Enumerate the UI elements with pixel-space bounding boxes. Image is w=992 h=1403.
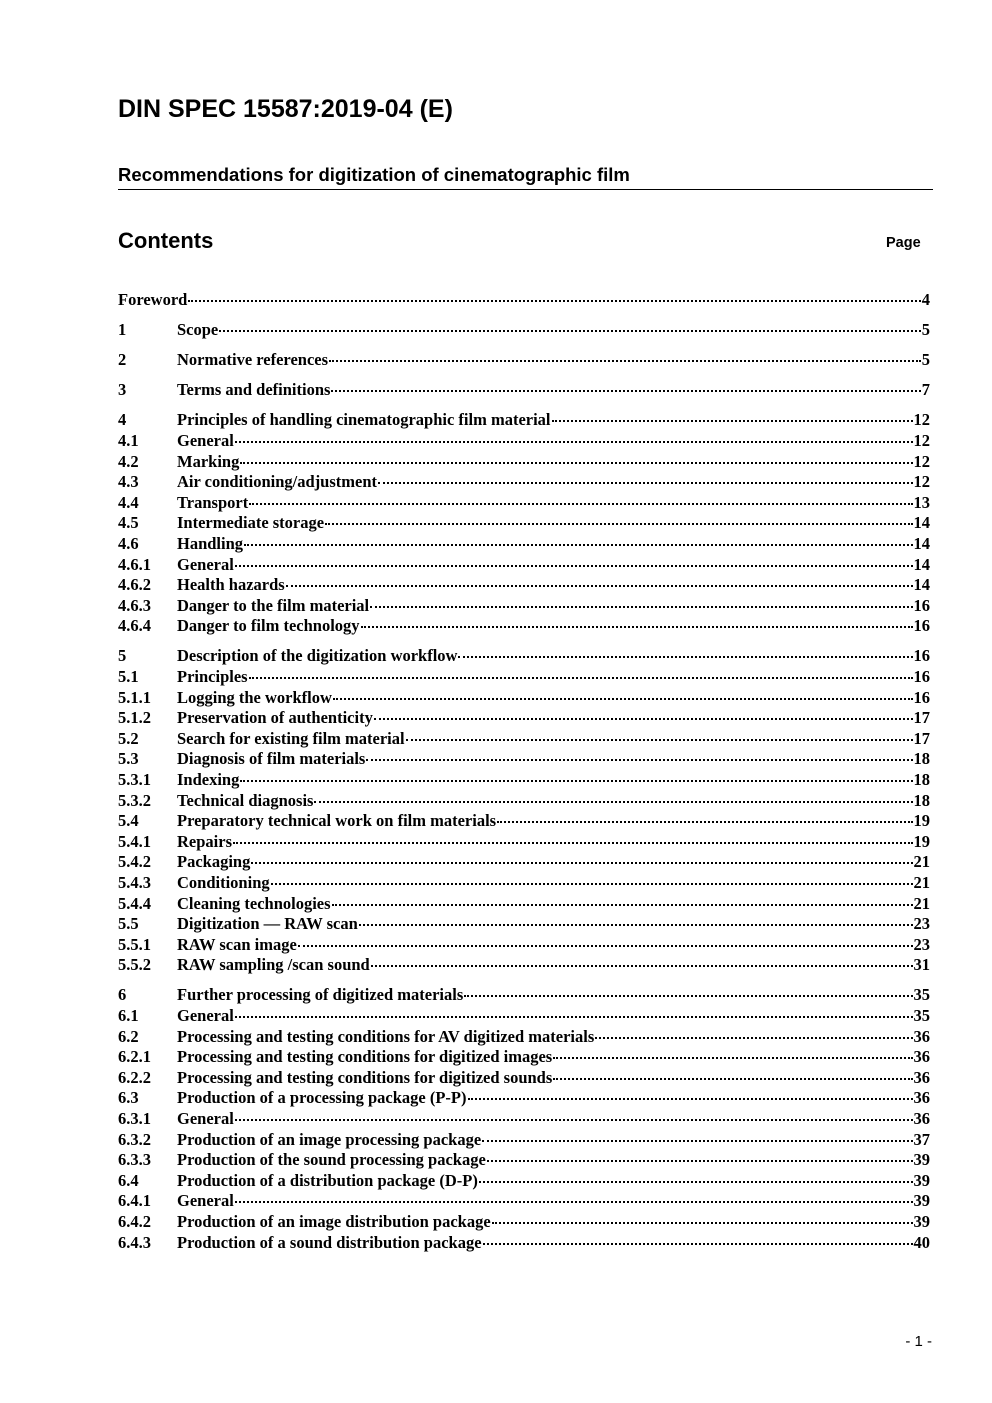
toc-entry-title: Processing and testing conditions for digitized images: [177, 1047, 553, 1067]
dot-leader: [219, 330, 921, 332]
toc-entry-page: 36: [913, 1047, 930, 1067]
toc-entry-number: 5: [118, 646, 127, 666]
toc-entry-title: Intermediate storage: [177, 513, 325, 533]
toc-entry-number: 2: [118, 350, 127, 370]
dot-leader: [553, 1078, 912, 1080]
dot-leader: [314, 801, 912, 803]
toc-entry-title: Further processing of digitized materials: [177, 985, 464, 1005]
toc-entry[interactable]: [118, 667, 930, 688]
toc-entry[interactable]: [118, 1047, 930, 1068]
dot-leader: [298, 945, 913, 947]
toc-entry-title: Marking: [177, 451, 240, 471]
toc-group: [118, 646, 930, 976]
toc-entry[interactable]: [118, 320, 930, 341]
toc-entry-page: 19: [913, 811, 930, 831]
dot-leader: [249, 677, 913, 679]
toc-entry[interactable]: [118, 1006, 930, 1027]
toc-entry[interactable]: [118, 1027, 930, 1048]
toc-entry[interactable]: [118, 1068, 930, 1089]
toc-entry-title: Description of the digitization workflow: [177, 646, 458, 666]
toc-entry[interactable]: [118, 431, 930, 452]
toc-entry-number: 6.2.2: [118, 1067, 151, 1087]
toc-entry[interactable]: [118, 1088, 930, 1109]
toc-entry[interactable]: [118, 472, 930, 493]
toc-entry-number: 4.2: [118, 451, 139, 471]
toc-entry-page: 36: [913, 1026, 930, 1046]
toc-entry-title: Principles of handling cinematographic film material: [177, 410, 551, 430]
dot-leader: [333, 698, 913, 700]
toc-entry-page: 40: [913, 1232, 930, 1252]
toc-entry-page: 14: [913, 513, 930, 533]
dot-leader: [374, 718, 913, 720]
toc-entry-page: 39: [913, 1191, 930, 1211]
toc-entry-page: 39: [913, 1170, 930, 1190]
dot-leader: [468, 1098, 913, 1100]
dot-leader: [552, 420, 913, 422]
toc-entry-title: Packaging: [177, 852, 251, 872]
toc-entry-title: RAW sampling /scan sound: [177, 955, 370, 975]
toc-entry-page: 16: [913, 595, 930, 615]
toc-entry-title: Foreword: [118, 290, 188, 309]
toc-entry[interactable]: [118, 688, 930, 709]
dot-leader: [188, 300, 920, 302]
toc-entry-number: 4.6.1: [118, 554, 151, 574]
toc-entry[interactable]: [118, 873, 930, 894]
toc-entry-title: Repairs: [177, 831, 232, 851]
toc-entry[interactable]: [118, 493, 930, 514]
toc-entry-title: General: [177, 1191, 234, 1211]
toc-entry[interactable]: [118, 555, 930, 576]
toc-entry-title: Production of the sound processing package: [177, 1150, 486, 1170]
toc-entry-page: 39: [913, 1211, 930, 1231]
toc-entry[interactable]: [118, 708, 930, 729]
dot-leader: [483, 1243, 913, 1245]
dot-leader: [271, 883, 913, 885]
toc-entry[interactable]: [118, 1130, 930, 1151]
toc-entry-page: 37: [913, 1129, 930, 1149]
toc-entry-page: 36: [913, 1088, 930, 1108]
toc-entry-number: 4.3: [118, 472, 139, 492]
toc-entry[interactable]: [118, 1150, 930, 1171]
dot-leader: [251, 862, 912, 864]
toc-entry-page: 19: [913, 831, 930, 851]
toc-entry-number: 6.4.2: [118, 1211, 151, 1231]
toc-entry-title: Production of a processing package (P-P): [177, 1088, 467, 1108]
toc-entry[interactable]: [118, 290, 930, 311]
toc-entry-number: 5.2: [118, 728, 139, 748]
toc-entry-number: 6.4: [118, 1170, 139, 1190]
toc-entry-number: 4.6.4: [118, 616, 151, 636]
toc-entry-number: 6.4.1: [118, 1191, 151, 1211]
toc-entry-number: 4.6: [118, 533, 139, 553]
toc-group: [118, 985, 930, 1253]
toc-entry-title: Terms and definitions: [177, 380, 331, 400]
toc-entry-number: 4.6.2: [118, 575, 151, 595]
toc-entry-title: General: [177, 1108, 234, 1128]
dot-leader: [240, 462, 912, 464]
toc-entry[interactable]: [118, 791, 930, 812]
dot-leader: [497, 821, 912, 823]
toc-entry-page: 17: [913, 708, 930, 728]
toc-group: [118, 410, 930, 637]
toc-entry[interactable]: [118, 596, 930, 617]
dot-leader: [361, 626, 913, 628]
toc-entry-number: 5.3.2: [118, 790, 151, 810]
toc-entry-title: Cleaning technologies: [177, 893, 331, 913]
toc-entry[interactable]: [118, 894, 930, 915]
toc-entry-title: Processing and testing conditions for AV digitized materials: [177, 1026, 595, 1046]
toc-entry-page: 18: [913, 790, 930, 810]
toc-group: [118, 350, 930, 371]
toc-entry-page: 35: [913, 985, 930, 1005]
toc-entry-title: Processing and testing conditions for digitized sounds: [177, 1067, 553, 1087]
toc-entry-title: Diagnosis of film materials: [177, 749, 366, 769]
toc-entry-title: Production of an image processing package: [177, 1129, 482, 1149]
toc-entry-number: 5.4.1: [118, 831, 151, 851]
toc-entry-page: 36: [913, 1067, 930, 1087]
dot-leader: [553, 1057, 912, 1059]
toc-entry-number: 5.1: [118, 667, 139, 686]
toc-entry[interactable]: [118, 1171, 930, 1192]
toc-entry[interactable]: [118, 985, 930, 1006]
toc-entry-number: 5.4.2: [118, 852, 151, 872]
toc-entry-title: Transport: [177, 492, 249, 512]
dot-leader: [235, 565, 913, 567]
toc-entry[interactable]: [118, 955, 930, 976]
toc-entry-title: General: [177, 554, 234, 574]
toc-entry-number: 4.1: [118, 430, 139, 450]
toc-entry-page: 18: [913, 769, 930, 789]
toc-entry-page: 21: [913, 872, 930, 892]
toc-entry-number: 5.4.4: [118, 893, 151, 913]
toc-entry[interactable]: [118, 410, 930, 431]
toc-entry[interactable]: [118, 513, 930, 534]
dot-leader: [249, 503, 912, 505]
toc-entry-page: 14: [913, 575, 930, 595]
toc-entry-number: 6: [118, 985, 127, 1005]
dot-leader: [329, 360, 921, 362]
toc-entry[interactable]: [118, 380, 930, 401]
dot-leader: [479, 1181, 913, 1183]
toc-entry[interactable]: [118, 1212, 930, 1233]
toc-entry-number: 6.1: [118, 1006, 139, 1025]
toc-entry-page: 7: [921, 380, 930, 400]
toc-entry-page: 31: [913, 955, 930, 975]
toc-entry-number: 6.3.1: [118, 1108, 151, 1128]
dot-leader: [331, 390, 920, 392]
toc-entry-title: Technical diagnosis: [177, 790, 314, 810]
dot-leader: [492, 1222, 913, 1224]
dot-leader: [359, 924, 913, 926]
toc-entry-title: Principles: [177, 667, 248, 686]
toc-entry-title: RAW scan image: [177, 934, 297, 954]
dot-leader: [464, 995, 912, 997]
toc-entry[interactable]: [118, 452, 930, 473]
toc-entry[interactable]: [118, 1109, 930, 1130]
dot-leader: [235, 1201, 913, 1203]
dot-leader: [366, 759, 912, 761]
toc-entry-page: 21: [913, 893, 930, 913]
toc-entry-page: 36: [913, 1108, 930, 1128]
toc-entry-page: 12: [913, 410, 930, 430]
toc-entry-page: 4: [921, 290, 930, 309]
dot-leader: [370, 606, 912, 608]
dot-leader: [595, 1037, 912, 1039]
toc-entry[interactable]: [118, 811, 930, 832]
toc-entry[interactable]: [118, 1191, 930, 1212]
toc-group: [118, 320, 930, 341]
toc-entry-title: Handling: [177, 533, 244, 553]
toc-entry-page: 16: [913, 687, 930, 707]
toc-entry-number: 4.4: [118, 492, 139, 512]
dot-leader: [235, 441, 913, 443]
toc-group: [118, 380, 930, 401]
document-title: DIN SPEC 15587:2019-04 (E): [118, 95, 453, 123]
toc-entry-title: Digitization — RAW scan: [177, 914, 358, 934]
toc-entry[interactable]: [118, 935, 930, 956]
toc-entry[interactable]: [118, 646, 930, 667]
dot-leader: [233, 842, 913, 844]
dot-leader: [487, 1160, 913, 1162]
toc-entry[interactable]: [118, 852, 930, 873]
toc-entry-number: 5.5: [118, 914, 139, 934]
dot-leader: [482, 1140, 912, 1142]
toc-entry[interactable]: [118, 575, 930, 596]
toc-entry-number: 6.2.1: [118, 1047, 151, 1067]
contents-heading: Contents: [118, 228, 214, 253]
toc-entry-page: 16: [913, 646, 930, 666]
dot-leader: [235, 1016, 913, 1018]
toc-entry[interactable]: [118, 350, 930, 371]
toc-entry-page: 16: [913, 667, 930, 686]
toc-entry-number: 6.4.3: [118, 1232, 151, 1252]
dot-leader: [325, 523, 912, 525]
toc-entry-page: 5: [921, 350, 930, 370]
toc-entry-title: General: [177, 1006, 234, 1025]
toc-entry[interactable]: [118, 832, 930, 853]
document-subtitle: Recommendations for digitization of cinematographic film: [118, 164, 933, 190]
dot-leader: [371, 965, 913, 967]
toc-entry-title: Danger to film technology: [177, 616, 360, 636]
toc-entry-page: 14: [913, 554, 930, 574]
dot-leader: [378, 482, 912, 484]
page-column-label: Page: [886, 235, 921, 251]
toc-entry-title: General: [177, 430, 234, 450]
toc-entry-page: 18: [913, 749, 930, 769]
toc-entry[interactable]: [118, 749, 930, 770]
dot-leader: [332, 904, 913, 906]
toc-group: [118, 290, 930, 311]
toc-entry[interactable]: [118, 1233, 930, 1254]
toc-entry-title: Production of a distribution package (D-P): [177, 1170, 478, 1190]
toc-entry-title: Scope: [177, 320, 219, 340]
toc-entry-title: Logging the workflow: [177, 687, 332, 707]
toc-entry-title: Conditioning: [177, 872, 270, 892]
toc-entry-number: 5.1.1: [118, 687, 151, 707]
toc-entry-title: Indexing: [177, 769, 240, 789]
toc-entry[interactable]: [118, 534, 930, 555]
toc-entry-page: 12: [913, 451, 930, 471]
toc-entry-title: Preservation of authenticity: [177, 708, 373, 728]
toc-entry-page: 12: [913, 430, 930, 450]
dot-leader: [458, 656, 912, 658]
toc-entry-number: 1: [118, 320, 127, 340]
toc-entry-page: 23: [913, 914, 930, 934]
toc-entry-title: Normative references: [177, 350, 329, 370]
dot-leader: [235, 1119, 913, 1121]
dot-leader: [286, 585, 913, 587]
toc-entry-number: 5.4.3: [118, 872, 151, 892]
toc-entry[interactable]: [118, 616, 930, 637]
toc-entry-title: Preparatory technical work on film materials: [177, 811, 497, 831]
toc-entry-number: 4.6.3: [118, 595, 151, 615]
dot-leader: [406, 739, 913, 741]
toc-entry-number: 5.3: [118, 749, 139, 769]
toc-entry-number: 4.5: [118, 513, 139, 533]
table-of-contents: [118, 290, 930, 1263]
toc-entry-page: 35: [913, 1006, 930, 1025]
toc-entry-page: 12: [913, 472, 930, 492]
toc-entry-page: 17: [913, 728, 930, 748]
toc-entry-page: 14: [913, 533, 930, 553]
toc-entry-number: 6.3.3: [118, 1150, 151, 1170]
toc-entry-number: 5.5.2: [118, 955, 151, 975]
toc-entry-number: 5.1.2: [118, 708, 151, 728]
toc-entry-number: 5.5.1: [118, 934, 151, 954]
page-number: - 1 -: [905, 1333, 932, 1350]
toc-entry-title: Production of a sound distribution package: [177, 1232, 482, 1252]
toc-entry-number: 6.3.2: [118, 1129, 151, 1149]
toc-entry-title: Air conditioning/adjustment: [177, 472, 378, 492]
toc-entry-page: 16: [913, 616, 930, 636]
toc-entry[interactable]: [118, 729, 930, 750]
toc-entry-title: Search for existing film material: [177, 728, 405, 748]
toc-entry-page: 23: [913, 934, 930, 954]
toc-entry-number: 4: [118, 410, 127, 430]
toc-entry-number: 6.3: [118, 1088, 139, 1108]
toc-entry-number: 5.4: [118, 811, 139, 831]
toc-entry-page: 5: [921, 320, 930, 340]
toc-entry-page: 39: [913, 1150, 930, 1170]
toc-entry-number: 3: [118, 380, 127, 400]
dot-leader: [240, 780, 912, 782]
toc-entry[interactable]: [118, 770, 930, 791]
toc-entry-title: Danger to the film material: [177, 595, 370, 615]
toc-entry[interactable]: [118, 914, 930, 935]
toc-entry-number: 6.2: [118, 1026, 139, 1046]
toc-entry-page: 21: [913, 852, 930, 872]
dot-leader: [244, 544, 912, 546]
toc-entry-page: 13: [913, 492, 930, 512]
toc-entry-title: Health hazards: [177, 575, 285, 595]
toc-entry-number: 5.3.1: [118, 769, 151, 789]
toc-entry-title: Production of an image distribution package: [177, 1211, 491, 1231]
